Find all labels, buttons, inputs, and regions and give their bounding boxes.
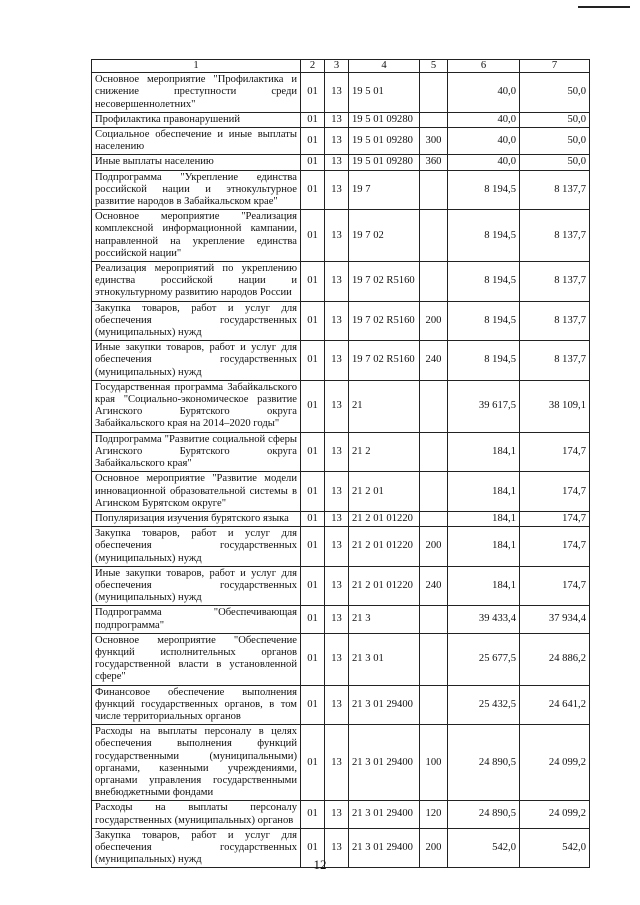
cell-section: 01	[301, 472, 325, 512]
cell-target-code: 19 7 02	[349, 210, 420, 262]
cell-subsection: 13	[325, 341, 349, 381]
cell-expense-type	[420, 432, 448, 472]
cell-section: 01	[301, 801, 325, 828]
cell-target-code: 21 2	[349, 432, 420, 472]
cell-expense-type: 300	[420, 128, 448, 155]
table-row	[92, 527, 590, 567]
cell-target-code: 19 5 01 09280	[349, 112, 420, 127]
header-col-4: 4	[349, 60, 420, 73]
cell-amount-1: 8 194,5	[448, 170, 520, 210]
cell-expense-type	[420, 170, 448, 210]
cell-amount-1: 8 194,5	[448, 210, 520, 262]
cell-amount-1: 184,1	[448, 511, 520, 526]
cell-subsection: 13	[325, 210, 349, 262]
page-number: 12	[313, 857, 327, 872]
table-row	[92, 511, 590, 526]
cell-subsection: 13	[325, 170, 349, 210]
cell-name: Закупка товаров, работ и услуг для обеспечения государственных (муниципальных) нужд	[92, 301, 301, 341]
cell-name: Основное мероприятие "Профилактика и снижение преступности среди несовершеннолетних"	[92, 73, 301, 113]
header-col-6: 6	[448, 60, 520, 73]
table-row	[92, 341, 590, 381]
cell-amount-2: 37 934,4	[520, 606, 590, 633]
cell-name: Иные закупки товаров, работ и услуг для обеспечения государственных (муниципальных) нужд	[92, 341, 301, 381]
cell-section: 01	[301, 527, 325, 567]
cell-expense-type	[420, 633, 448, 685]
cell-subsection: 13	[325, 606, 349, 633]
cell-target-code: 21 2 01 01220	[349, 511, 420, 526]
cell-amount-2: 38 109,1	[520, 380, 590, 432]
cell-amount-2: 174,7	[520, 511, 590, 526]
cell-name: Закупка товаров, работ и услуг для обеспечения государственных (муниципальных) нужд	[92, 527, 301, 567]
cell-expense-type: 200	[420, 527, 448, 567]
header-col-5: 5	[420, 60, 448, 73]
cell-target-code: 21 2 01 01220	[349, 527, 420, 567]
cell-target-code: 19 5 01 09280	[349, 128, 420, 155]
table-row	[92, 301, 590, 341]
cell-section: 01	[301, 685, 325, 725]
cell-section: 01	[301, 112, 325, 127]
cell-subsection: 13	[325, 801, 349, 828]
table-row	[92, 472, 590, 512]
cell-amount-1: 184,1	[448, 566, 520, 606]
table-row	[92, 155, 590, 170]
cell-name: Государственная программа Забайкальского края "Социально-экономическое развитие Агинского Бурятского округа Забайкальского края на 2014–2020 годы"	[92, 380, 301, 432]
cell-target-code: 21 3 01 29400	[349, 725, 420, 801]
cell-section: 01	[301, 432, 325, 472]
cell-section: 01	[301, 633, 325, 685]
corner-mark	[578, 6, 630, 8]
cell-section: 01	[301, 301, 325, 341]
table-row	[92, 128, 590, 155]
cell-subsection: 13	[325, 511, 349, 526]
cell-expense-type	[420, 112, 448, 127]
cell-expense-type	[420, 472, 448, 512]
cell-section: 01	[301, 511, 325, 526]
cell-subsection: 13	[325, 566, 349, 606]
table-row	[92, 210, 590, 262]
cell-section: 01	[301, 170, 325, 210]
table-row	[92, 112, 590, 127]
cell-subsection: 13	[325, 380, 349, 432]
cell-amount-1: 184,1	[448, 472, 520, 512]
cell-amount-1: 8 194,5	[448, 262, 520, 302]
cell-section: 01	[301, 262, 325, 302]
cell-target-code: 19 7 02 R5160	[349, 301, 420, 341]
cell-amount-2: 174,7	[520, 472, 590, 512]
cell-subsection: 13	[325, 527, 349, 567]
cell-subsection: 13	[325, 262, 349, 302]
cell-expense-type	[420, 210, 448, 262]
cell-subsection: 13	[325, 432, 349, 472]
cell-amount-2: 8 137,7	[520, 170, 590, 210]
cell-section: 01	[301, 128, 325, 155]
cell-amount-1: 40,0	[448, 128, 520, 155]
cell-section: 01	[301, 725, 325, 801]
budget-table	[91, 59, 590, 868]
table-row	[92, 432, 590, 472]
table-row	[92, 685, 590, 725]
table-row	[92, 725, 590, 801]
cell-expense-type: 200	[420, 301, 448, 341]
cell-expense-type	[420, 606, 448, 633]
cell-target-code: 21 2 01	[349, 472, 420, 512]
cell-section: 01	[301, 341, 325, 381]
table-row	[92, 566, 590, 606]
cell-amount-2: 24 641,2	[520, 685, 590, 725]
cell-name: Расходы на выплаты персоналу государственных (муниципальных) органов	[92, 801, 301, 828]
cell-subsection: 13	[325, 633, 349, 685]
cell-name: Расходы на выплаты персоналу в целях обеспечения выполнения функций государственными (муниципальными) органами, казенными учреждениями, органами управления государственными внебюджетными фондами	[92, 725, 301, 801]
cell-subsection: 13	[325, 725, 349, 801]
cell-amount-2: 8 137,7	[520, 210, 590, 262]
header-col-7: 7	[520, 60, 590, 73]
table-row	[92, 633, 590, 685]
table-row	[92, 170, 590, 210]
cell-target-code: 21 3 01 29400	[349, 828, 420, 868]
cell-expense-type: 360	[420, 155, 448, 170]
cell-amount-2: 8 137,7	[520, 262, 590, 302]
cell-target-code: 19 7	[349, 170, 420, 210]
cell-name: Основное мероприятие "Реализация комплексной информационной кампании, направленной на укрепление единства российской нации"	[92, 210, 301, 262]
cell-target-code: 19 5 01 09280	[349, 155, 420, 170]
cell-name: Иные выплаты населению	[92, 155, 301, 170]
cell-amount-1: 40,0	[448, 155, 520, 170]
cell-amount-1: 40,0	[448, 73, 520, 113]
cell-amount-2: 50,0	[520, 155, 590, 170]
cell-subsection: 13	[325, 301, 349, 341]
cell-name: Подпрограмма "Укрепление единства российской нации и этнокультурное развитие народов в Забайкальском крае"	[92, 170, 301, 210]
cell-expense-type: 240	[420, 566, 448, 606]
cell-amount-1: 542,0	[448, 828, 520, 868]
cell-name: Профилактика правонарушений	[92, 112, 301, 127]
cell-amount-1: 8 194,5	[448, 301, 520, 341]
cell-name: Социальное обеспечение и иные выплаты населению	[92, 128, 301, 155]
cell-section: 01	[301, 210, 325, 262]
cell-target-code: 19 7 02 R5160	[349, 262, 420, 302]
table-row	[92, 380, 590, 432]
cell-section: 01	[301, 155, 325, 170]
cell-amount-2: 174,7	[520, 566, 590, 606]
cell-amount-2: 542,0	[520, 828, 590, 868]
cell-name: Основное мероприятие "Обеспечение функций исполнительных органов государственной власти в установленной сфере"	[92, 633, 301, 685]
cell-amount-2: 8 137,7	[520, 301, 590, 341]
cell-name: Основное мероприятие "Развитие модели инновационной образовательной системы в Агинском Бурятском округе"	[92, 472, 301, 512]
cell-subsection: 13	[325, 155, 349, 170]
cell-subsection: 13	[325, 828, 349, 868]
cell-section: 01	[301, 73, 325, 113]
cell-subsection: 13	[325, 128, 349, 155]
cell-target-code: 21 3 01	[349, 633, 420, 685]
cell-expense-type	[420, 380, 448, 432]
cell-expense-type: 200	[420, 828, 448, 868]
table-row	[92, 73, 590, 113]
cell-amount-2: 50,0	[520, 128, 590, 155]
header-col-2: 2	[301, 60, 325, 73]
cell-subsection: 13	[325, 472, 349, 512]
cell-amount-2: 24 099,2	[520, 801, 590, 828]
cell-expense-type: 120	[420, 801, 448, 828]
cell-amount-1: 24 890,5	[448, 801, 520, 828]
cell-amount-1: 184,1	[448, 527, 520, 567]
cell-subsection: 13	[325, 73, 349, 113]
cell-amount-2: 174,7	[520, 527, 590, 567]
header-col-3: 3	[325, 60, 349, 73]
cell-target-code: 21 3 01 29400	[349, 801, 420, 828]
cell-subsection: 13	[325, 685, 349, 725]
cell-amount-1: 40,0	[448, 112, 520, 127]
table-row	[92, 801, 590, 828]
cell-expense-type	[420, 511, 448, 526]
cell-target-code: 19 7 02 R5160	[349, 341, 420, 381]
cell-section: 01	[301, 606, 325, 633]
cell-target-code: 21 2 01 01220	[349, 566, 420, 606]
cell-amount-1: 8 194,5	[448, 341, 520, 381]
cell-name: Подпрограмма "Развитие социальной сферы Агинского Бурятского округа Забайкальского края"	[92, 432, 301, 472]
cell-amount-2: 174,7	[520, 432, 590, 472]
cell-target-code: 19 5 01	[349, 73, 420, 113]
table-row	[92, 262, 590, 302]
cell-amount-2: 8 137,7	[520, 341, 590, 381]
cell-name: Закупка товаров, работ и услуг для обеспечения государственных (муниципальных) нужд	[92, 828, 301, 868]
cell-name: Иные закупки товаров, работ и услуг для обеспечения государственных (муниципальных) нужд	[92, 566, 301, 606]
cell-expense-type	[420, 73, 448, 113]
cell-section: 01	[301, 380, 325, 432]
cell-name: Финансовое обеспечение выполнения функций государственных органов, в том числе территориальных органов	[92, 685, 301, 725]
cell-subsection: 13	[325, 112, 349, 127]
cell-amount-2: 50,0	[520, 73, 590, 113]
cell-name: Реализация мероприятий по укреплению единства российской нации и этнокультурному развитию народов России	[92, 262, 301, 302]
cell-amount-1: 39 433,4	[448, 606, 520, 633]
cell-amount-2: 50,0	[520, 112, 590, 127]
cell-name: Популяризация изучения бурятского языка	[92, 511, 301, 526]
cell-name: Подпрограмма "Обеспечивающая подпрограмма"	[92, 606, 301, 633]
cell-amount-2: 24 886,2	[520, 633, 590, 685]
cell-target-code: 21 3	[349, 606, 420, 633]
cell-expense-type	[420, 685, 448, 725]
cell-target-code: 21	[349, 380, 420, 432]
cell-amount-1: 25 432,5	[448, 685, 520, 725]
cell-expense-type: 100	[420, 725, 448, 801]
cell-amount-2: 24 099,2	[520, 725, 590, 801]
header-row	[92, 60, 590, 73]
cell-amount-1: 39 617,5	[448, 380, 520, 432]
cell-section: 01	[301, 828, 325, 868]
cell-section: 01	[301, 566, 325, 606]
cell-expense-type: 240	[420, 341, 448, 381]
header-col-1: 1	[92, 60, 301, 73]
cell-amount-1: 184,1	[448, 432, 520, 472]
cell-target-code: 21 3 01 29400	[349, 685, 420, 725]
cell-expense-type	[420, 262, 448, 302]
cell-amount-1: 25 677,5	[448, 633, 520, 685]
cell-amount-1: 24 890,5	[448, 725, 520, 801]
table-row	[92, 606, 590, 633]
